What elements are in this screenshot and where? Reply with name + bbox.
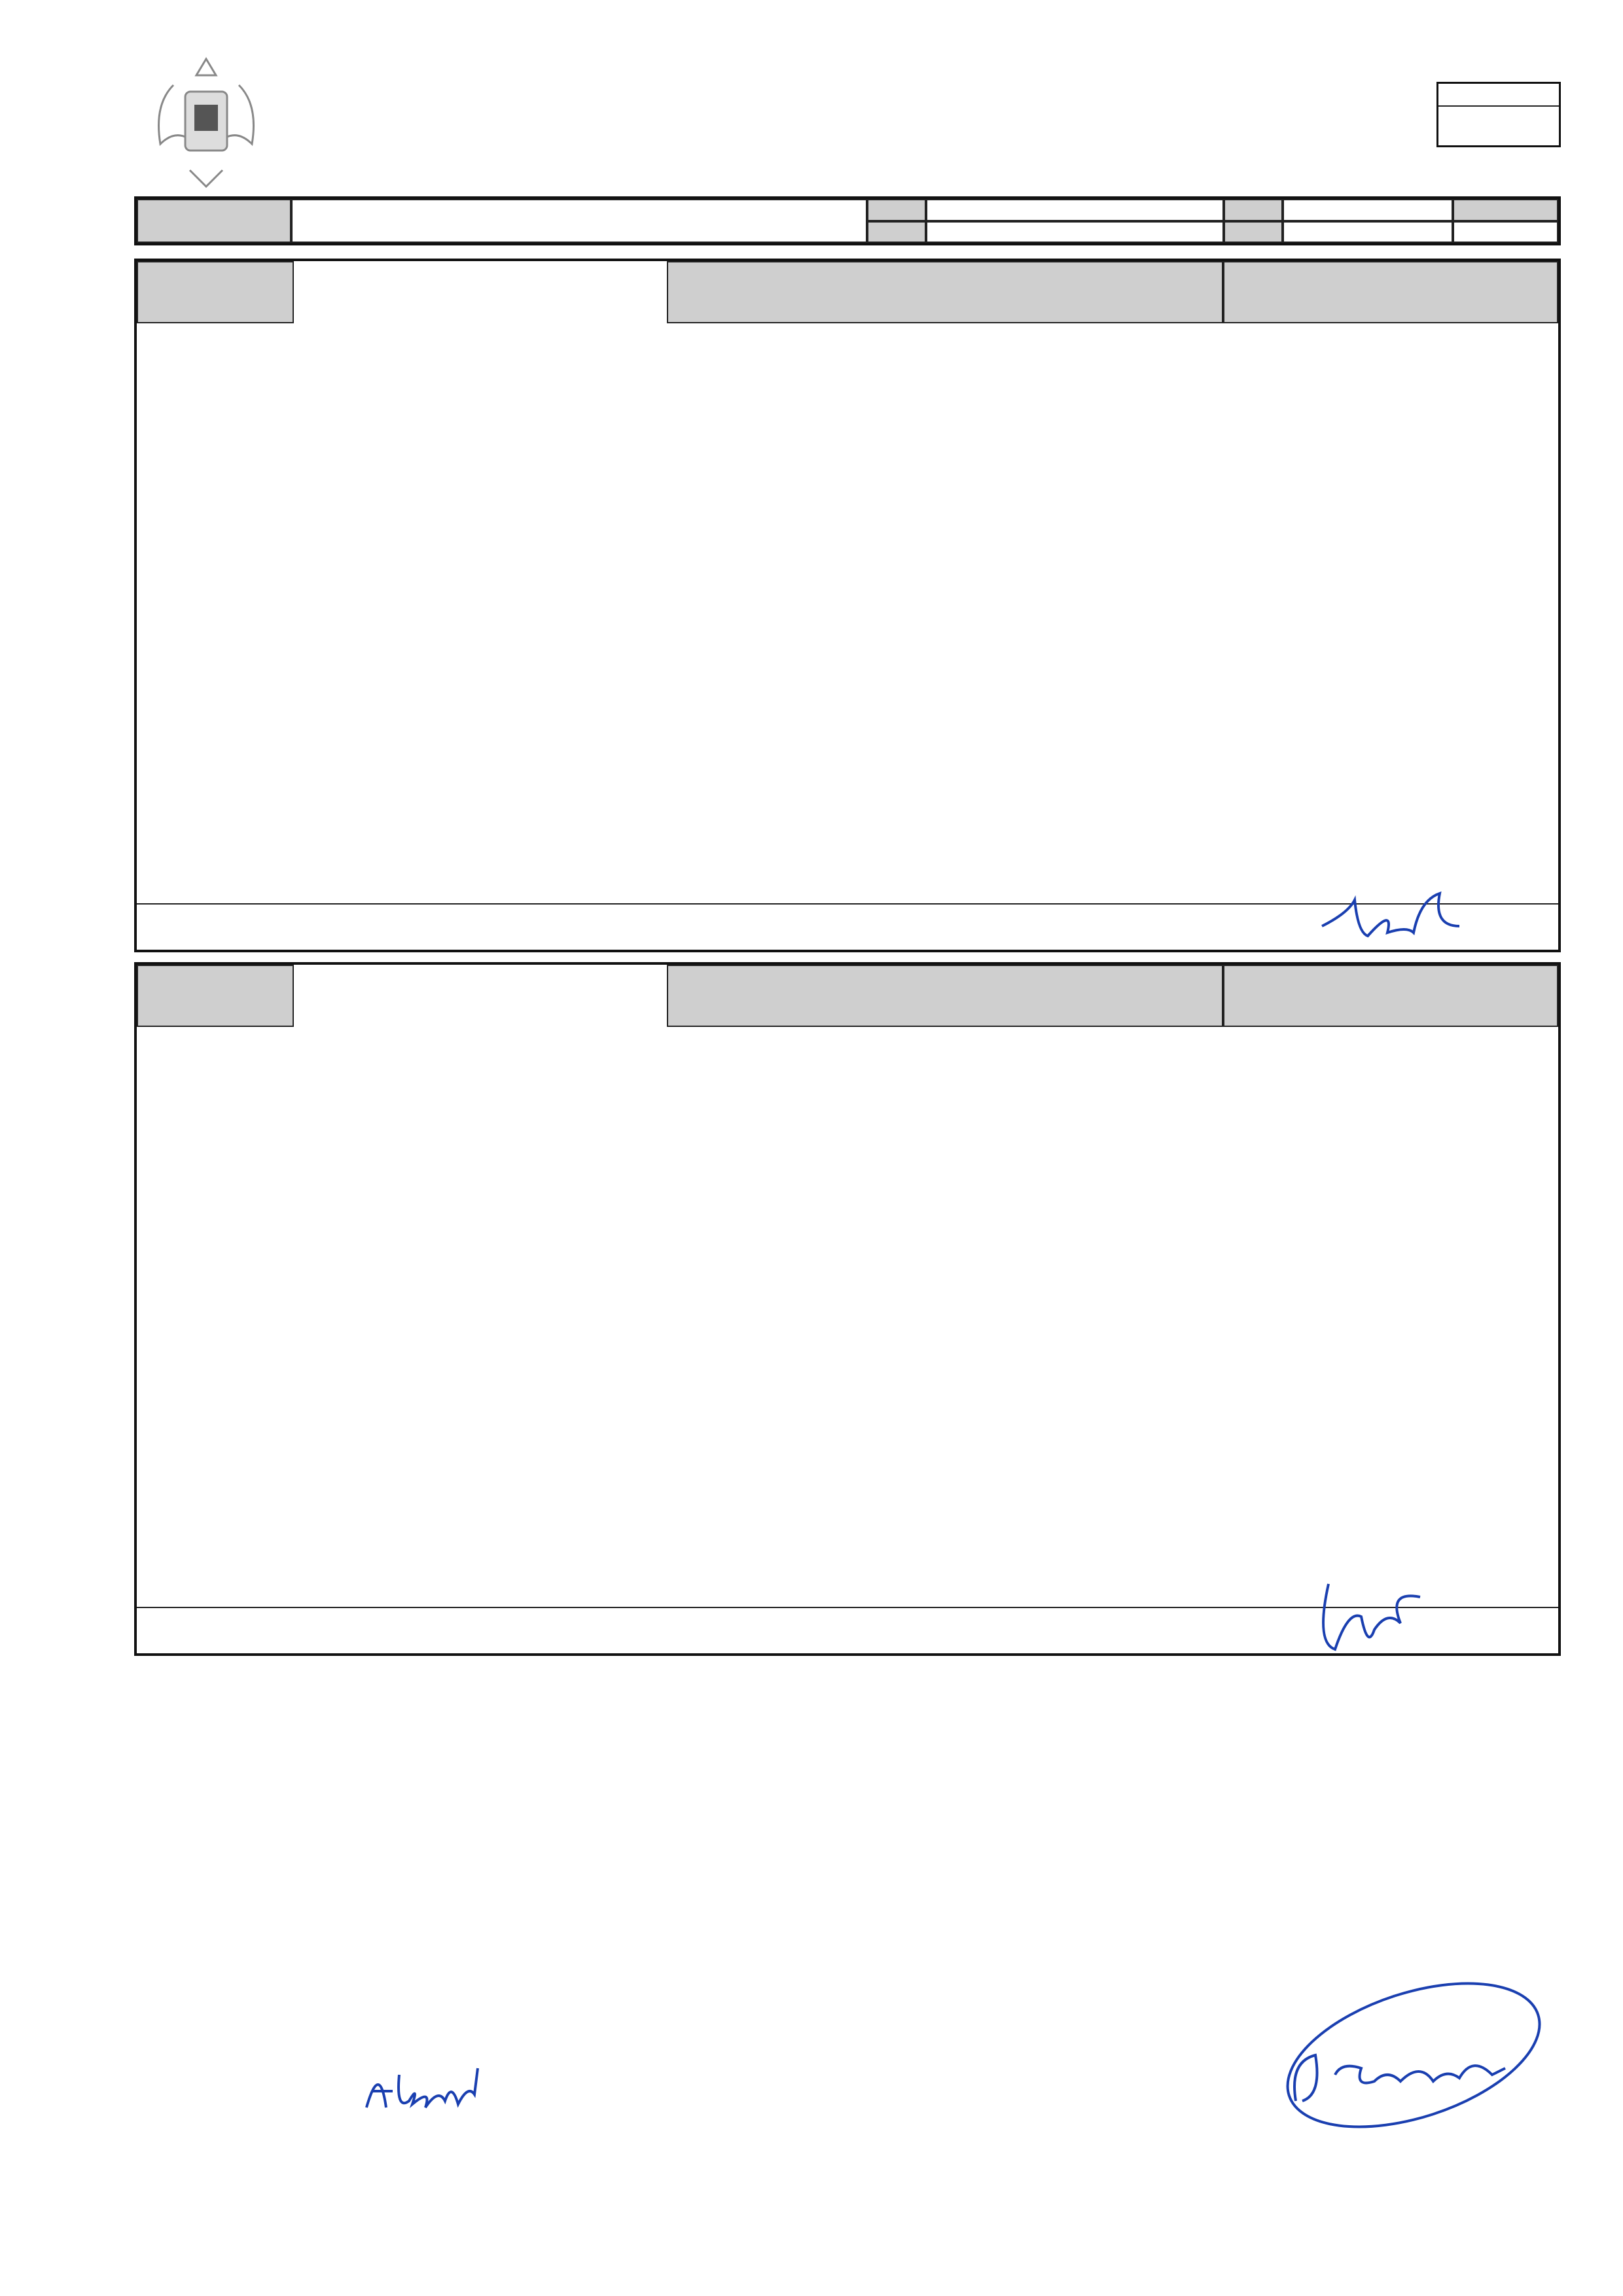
team-b-goals-header (667, 965, 1223, 1027)
date-value (1283, 199, 1453, 221)
team-a-block (134, 259, 1561, 952)
spectators-label (1453, 199, 1558, 221)
match-number-label (1438, 84, 1559, 107)
time-value (1283, 221, 1453, 243)
team-a-coach-signature (1309, 887, 1479, 952)
team-b-label (137, 965, 294, 1027)
competition-value (291, 199, 867, 243)
main-referee-signature (360, 2055, 491, 2121)
match-number-box (1436, 82, 1561, 147)
team-a-label (137, 261, 294, 323)
date-label (1224, 199, 1283, 221)
city-label (867, 199, 926, 221)
spectators-value (1453, 221, 1558, 243)
arena-value (926, 221, 1224, 243)
emblem-logo (134, 46, 278, 196)
team-b-block (134, 962, 1561, 1656)
team-b-coach-signature (1309, 1571, 1453, 1662)
competition-label (137, 199, 291, 243)
team-a-penalties-header (1223, 261, 1558, 323)
team-a-goals-header (667, 261, 1223, 323)
team-b-penalties-header (1223, 965, 1558, 1027)
arena-label (867, 221, 926, 243)
time-label (1224, 221, 1283, 243)
secretary-signature (1276, 1970, 1571, 2134)
city-value (926, 199, 1224, 221)
